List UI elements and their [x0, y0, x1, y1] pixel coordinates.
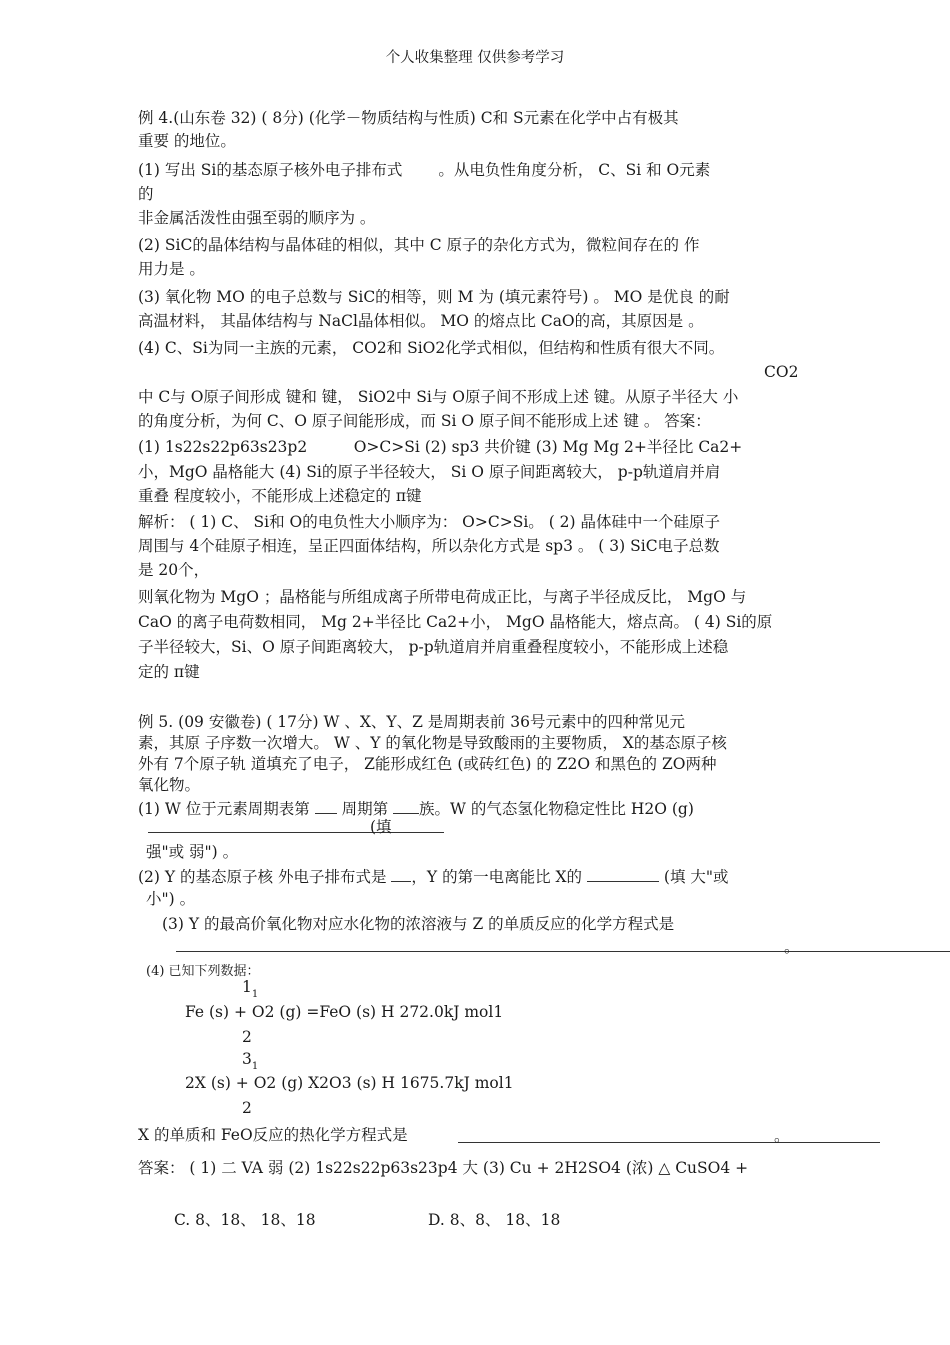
eq1-frac-den: 2 [242, 1028, 252, 1046]
option-d: D. 8、8、 18、18 [428, 1211, 561, 1229]
ex4-analysis-line-1: 解析： ( 1) C、 Si和 O的电负性大小顺序为： O>C>Si。 ( 2) 晶体硅中一个硅原子 [138, 513, 721, 531]
ex4-line-4: 的 [138, 185, 154, 203]
ex4-line-2: 重要 的地位。 [138, 132, 236, 150]
option-c: C. 8、18、 18、18 [174, 1211, 316, 1229]
q1-blank-group[interactable] [393, 799, 419, 814]
ex4-analysis-line-6: 子半径较大，Si、O 原子间距离较大， p-p轨道肩并肩重叠程度较小，不能形成上述稳 [138, 638, 729, 656]
ex5-line-4: 氧化物。 [138, 776, 201, 794]
ex5-question-1 [138, 799, 694, 819]
ex4-analysis-line-4: 则氧化物为 MgO ；晶格能与所组成离子所带电荷成正比，与离子半径成反比， MgO 与 [138, 588, 747, 606]
q2-text-d: 小") 。 [146, 890, 196, 908]
ex4-analysis-line-5: CaO 的离子电荷数相同， Mg 2+半径比 Ca2+小， MgO 晶格能大，熔点高。 ( 4) Si的原 [138, 613, 773, 631]
ex4-line-10: (4) C、Si为同一主族的元素， CO2和 SiO2化学式相似，但结构和性质有很大不同。 [138, 339, 725, 357]
q2-text-c: (填 大"或 [663, 868, 729, 886]
ex5-question-3: (3) Y 的最高价氧化物对应水化物的浓溶液与 Z 的单质反应的化学方程式是 [162, 915, 675, 933]
heat-end: 。 [774, 1127, 790, 1145]
ex4-line-1: 例 4.(山东卷 32) ( 8分) (化学－物质结构与性质) C和 S元素在化学中占有极其 [138, 109, 679, 127]
q2-text-b: ，Y 的第一电离能比 X的 [411, 868, 587, 886]
ex4-line-7: 用力是 。 [138, 260, 205, 278]
q1-answer-line[interactable] [148, 832, 444, 833]
ex5-line-1: 例 5. (09 安徽卷) ( 17分) W 、X、Y、Z 是周期表前 36号元素中的四种常见元 [138, 713, 685, 731]
ex4-analysis-line-2: 周围与 4个硅原子相连，呈正四面体结构，所以杂化方式是 sp3 。 ( 3) SiC电子总数 [138, 537, 720, 555]
heat-answer-line[interactable] [458, 1142, 880, 1143]
q1-text-d: (填 [370, 818, 392, 836]
ex5-answer: 答案： ( 1) 二 VA 弱 (2) 1s22s22p63s23p4 大 (3) Cu + 2H2SO4 (浓) △ CuSO4 + [138, 1159, 749, 1177]
q2-text-a: (2) Y 的基态原子核 外电子排布式是 [138, 868, 392, 886]
q1-text-e: 强"或 弱") 。 [146, 843, 239, 861]
ex4-line-9: 高温材料， 其晶体结构与 NaCl晶体相似。 MO 的熔点比 CaO的高，其原因是 。 [138, 312, 704, 330]
eq2: 2X (s) + O2 (g) X2O3 (s) H 1675.7kJ mol1 [185, 1074, 514, 1092]
eq1-frac-num: $1_1$ [242, 978, 259, 1000]
ex4-answer-line-1: (1) 1s22s22p63s23p2 O>C>Si (2) sp3 共价键 (3) Mg Mg 2+半径比 Ca2+ [138, 438, 743, 456]
ex4-line-6: (2) SiC的晶体结构与晶体硅的相似，其中 C 原子的杂化方式为，微粒间存在的 作 [138, 236, 700, 254]
ex4-line-12: 中 C与 O原子间形成 键和 键， SiO2中 Si与 O原子间不形成上述 键。从原子半径大 小 [138, 388, 739, 406]
ex4-line-13: 的角度分析，为何 C、O 原子间能形成，而 Si O 原子间不能形成上述 键 。 答案： [138, 412, 711, 430]
q1-text-a: (1) W 位于元素周期表第 [138, 800, 315, 818]
eq2-frac-den: 2 [242, 1099, 252, 1117]
heat-equation-question: X 的单质和 FeO反应的热化学方程式是 [138, 1126, 408, 1144]
q2-blank-config[interactable] [391, 867, 411, 882]
ex4-line-11: CO2 [764, 363, 799, 381]
ex5-question-4: (4) 已知下列数据： [146, 964, 260, 979]
q3-answer-line[interactable] [176, 951, 950, 952]
ex5-question-2 [138, 867, 729, 887]
ex5-line-2: 素，其原 子序数一次增大。 W 、Y 的氧化物是导致酸雨的主要物质， X的基态原子核 [138, 734, 727, 752]
q3-end: 。 [784, 938, 800, 956]
eq2-frac-num: $3_1$ [242, 1050, 259, 1072]
ex4-line-5: 非金属活泼性由强至弱的顺序为 。 [138, 209, 376, 227]
q1-text-b: 周期第 [341, 800, 394, 818]
ex4-line-3: (1) 写出 Si的基态原子核外电子排布式 。从电负性角度分析， C、Si 和 O元素 [138, 161, 711, 179]
q1-blank-period[interactable] [315, 799, 337, 814]
ex4-answer-line-2: 小，MgO 晶格能大 (4) Si的原子半径较大， Si O 原子间距离较大， p-p轨道肩并肩 [138, 463, 721, 481]
ex4-line-8: (3) 氧化物 MO 的电子总数与 SiC的相等，则 M 为 (填元素符号) 。 MO 是优良 的耐 [138, 288, 730, 306]
page-header: 个人收集整理 仅供参考学习 [385, 50, 565, 66]
ex5-line-3: 外有 7个原子轨 道填充了电子， Z能形成红色 (或砖红色) 的 Z2O 和黑色的 ZO两种 [138, 755, 717, 773]
ex4-analysis-line-7: 定的 π键 [138, 663, 200, 681]
q1-text-c: 族。W 的气态氢化物稳定性比 H2O (g) [419, 800, 694, 818]
ex4-analysis-line-3: 是 20个， [138, 561, 210, 579]
q2-blank-compare[interactable] [587, 867, 659, 882]
ex4-answer-line-3: 重叠 程度较小，不能形成上述稳定的 π键 [138, 487, 422, 505]
eq1: Fe (s) + O2 (g) =FeO (s) H 272.0kJ mol1 [185, 1003, 504, 1021]
